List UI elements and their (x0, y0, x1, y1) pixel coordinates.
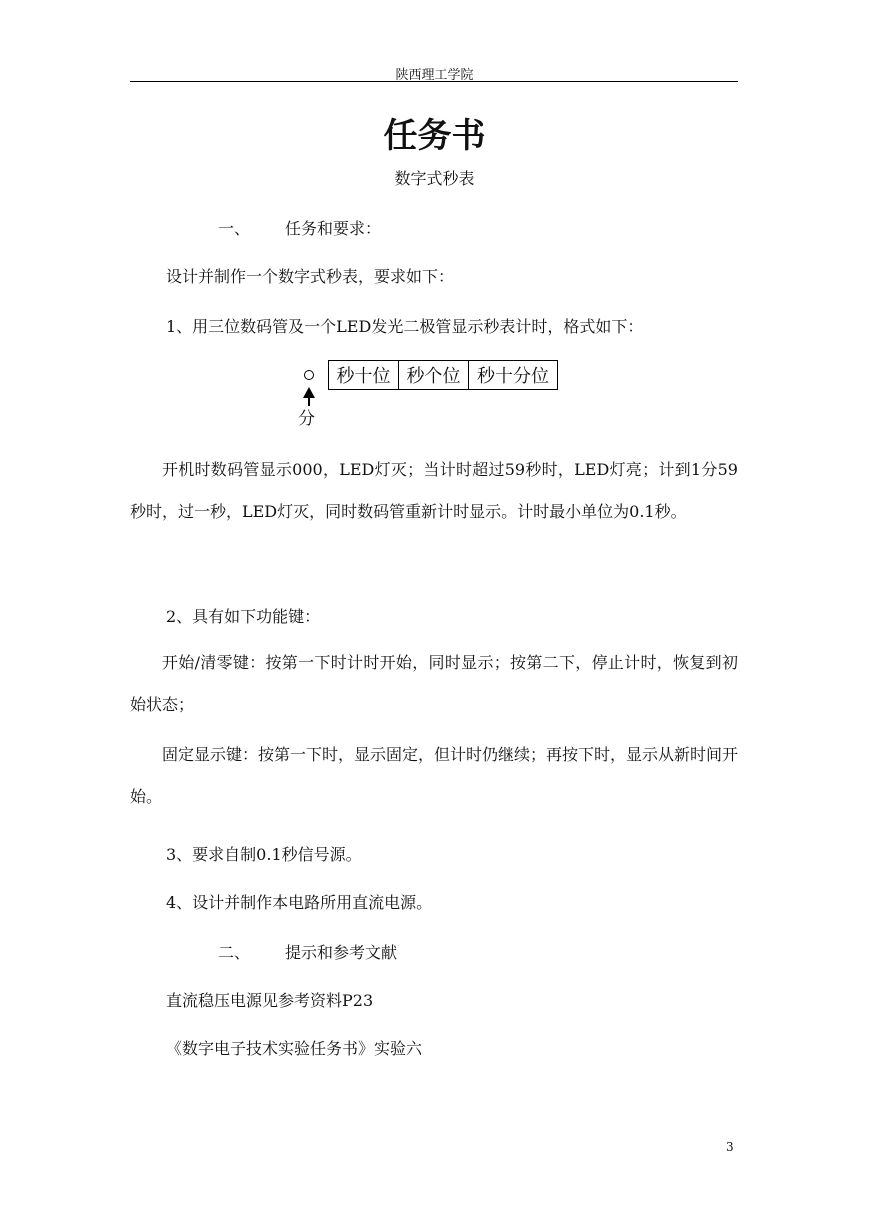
section-2-title: 提示和参考文献 (285, 943, 398, 962)
requirement-1: 1、用三位数码管及一个LED发光二极管显示秒表计时，格式如下： (166, 317, 644, 336)
reference-1: 直流稳压电源见参考资料P23 (166, 991, 374, 1010)
header-rule (130, 81, 738, 82)
intro-line: 设计并制作一个数字式秒表，要求如下： (166, 267, 455, 286)
digit-cell-tenths: 秒十分位 (477, 366, 549, 387)
requirement-3: 3、要求自制0.1秒信号源。 (166, 845, 362, 864)
section-1-number: 一、 (218, 219, 251, 238)
paragraph-fixed-text: 固定显示键：按第一下时，显示固定，但计时仍继续；再按下时，显示从新时间开始。 (130, 745, 739, 806)
paragraph-fixed-key (130, 734, 738, 818)
reference-2: 《数字电子技术实验任务书》实验六 (166, 1039, 423, 1058)
minute-label: 分 (298, 409, 315, 429)
digit-cell-tens: 秒十位 (329, 361, 399, 389)
section-1-title: 任务和要求： (285, 219, 382, 238)
paragraph-start-text: 开始/清零键：按第一下时计时开始，同时显示；按第二下，停止计时，恢复到初始状态； (130, 653, 738, 714)
digit-cell-ones: 秒个位 (399, 361, 469, 389)
paragraph-led-text: 开机时数码管显示000，LED灯灭；当计时超过59秒时，LED灯亮；计到1分59秒时，过一秒，LED灯灭，同时数码管重新计时显示。计时最小单位为0.1秒。 (130, 460, 738, 521)
requirement-4: 4、设计并制作本电路所用直流电源。 (166, 893, 433, 912)
paragraph-led-behavior (130, 449, 738, 533)
led-circle-icon (304, 370, 314, 380)
running-header: 陕西理工学院 (395, 68, 474, 83)
page-title: 任务书 (383, 116, 486, 156)
section-2-number: 二、 (218, 943, 251, 962)
paragraph-start-key (130, 642, 738, 726)
digit-format-box (328, 360, 558, 390)
page-number: 3 (726, 1140, 734, 1154)
page-subtitle: 数字式秒表 (394, 169, 475, 188)
requirement-2: 2、具有如下功能键： (166, 607, 321, 626)
